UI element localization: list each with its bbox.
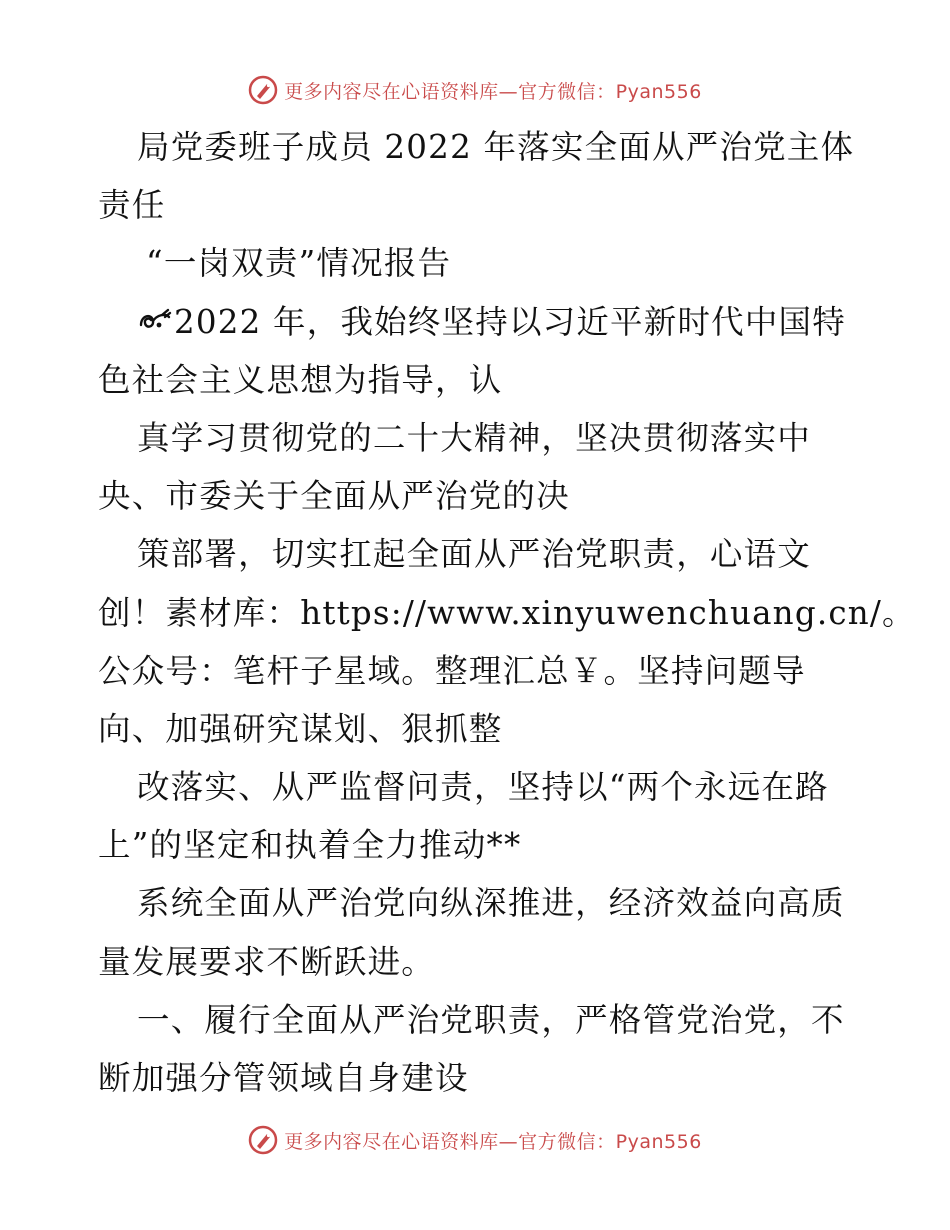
footer-banner [0, 1120, 950, 1160]
footer-banner-text [284, 1127, 702, 1154]
header-banner-dash: — [498, 80, 519, 103]
subtitle-line: “一岗双责”情况报告 [146, 244, 452, 283]
paragraph-line: 量发展要求不断跃进。 [98, 942, 436, 981]
section-heading-line: 断加强分管领域自身建设 [98, 1059, 469, 1097]
paragraph-line: 上”的坚定和执着全力推动** [98, 826, 522, 865]
header-banner-wechat: 官方微信：Pyan556 [518, 80, 702, 103]
paragraph-line: 色社会主义思想为指导，认 [98, 360, 503, 399]
decorative-swirl-icon [138, 307, 172, 335]
paragraph-line [98, 293, 858, 351]
footer-banner-main: 更多内容尽在心语资料库 [284, 1130, 499, 1153]
pen-nib-logo-icon [248, 1125, 278, 1155]
paragraph-line: 改落实、从严监督问责，坚持以“两个永远在路 [137, 768, 829, 807]
footer-banner-dash: — [498, 1130, 519, 1153]
paragraph-line: 策部署，切实扛起全面从严治党职责，心语文 [137, 535, 812, 574]
footer-banner-wechat: 官方微信：Pyan556 [518, 1130, 702, 1153]
paragraph-line: 向、加强研究谋划、狠抓整 [98, 709, 503, 748]
paragraph-line-text: 2022 年，我始终坚持以习近平新时代中国特 [174, 302, 846, 341]
section-heading-line: 一、履行全面从严治党职责，严格管党治党，不 [137, 1000, 845, 1039]
title-line-1: 局党委班子成员 2022 年落实全面从严治党主体 [137, 128, 855, 166]
title-line-2: 责任 [98, 186, 166, 225]
paragraph-line: 公众号：笔杆子星域。整理汇总￥。坚持问题导 [98, 651, 806, 690]
pen-nib-logo-icon [248, 75, 278, 105]
header-banner [0, 70, 950, 110]
paragraph-line: 真学习贯彻党的二十大精神，坚决贯彻落实中 [137, 418, 812, 457]
document-body [98, 118, 916, 1107]
paragraph-line: 央、市委关于全面从严治党的决 [98, 477, 570, 516]
paragraph-line: 系统全面从严治党向纵深推进，经济效益向高质 [137, 884, 845, 923]
header-banner-text [284, 77, 702, 104]
paragraph-line: 创！素材库：https://www.xinyuwenchuang.cn/。 [98, 593, 916, 632]
header-banner-main: 更多内容尽在心语资料库 [284, 80, 499, 103]
